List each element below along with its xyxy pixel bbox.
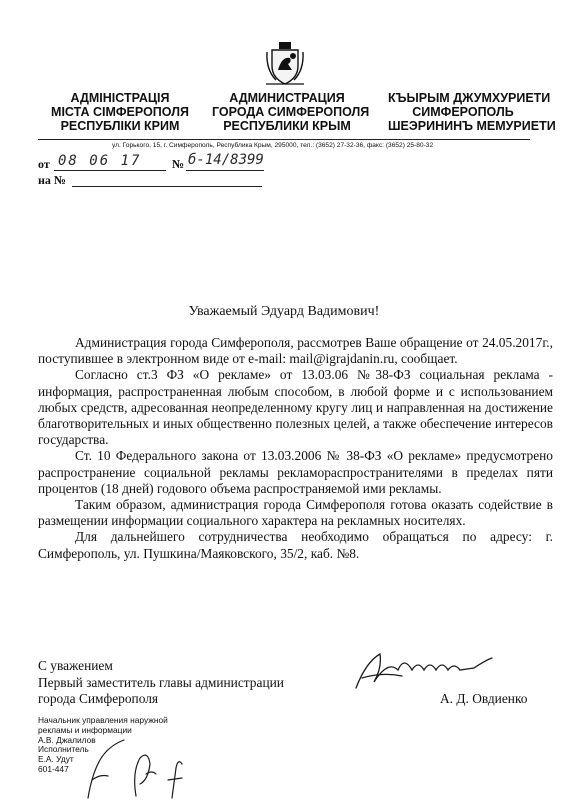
header-right-block <box>388 91 556 133</box>
regards-text: С уважением <box>38 658 113 673</box>
paragraph-3: Ст. 10 Федерального закона от 13.03.2006 № 38-ФЗ «О рекламе» предусмотрено распространение социальной рекламы рекламораспространителями в пределах пяти процентов (18 дней) годового объема распространяемой ими рекламы. <box>38 448 553 496</box>
header-left-line: РЕСПУБЛІКИ КРИМ <box>60 119 180 133</box>
approval-initials-icon <box>78 724 188 800</box>
signer-position: Первый заместитель главы администрации <box>38 674 284 690</box>
letter-number: б-14/8399 <box>188 152 264 168</box>
approval-line: Е.А. Удут <box>38 754 74 765</box>
paragraph-5: Для дальнейшего сотрудничества необходимо обращаться по адресу: г. Симферополь, ул. Пушкина/Маяковского, 35/2, каб. №8. <box>38 529 553 561</box>
header-center-block <box>212 91 370 133</box>
signature-block <box>38 658 284 708</box>
from-label: от <box>38 157 50 171</box>
approval-line: рекламы и информации <box>38 724 132 735</box>
header-center-line: АДМИНИСТРАЦИЯ <box>229 91 345 105</box>
header-right-line: ШЕЭРИНИНЪ МЕМУРИЕТИ <box>388 119 556 133</box>
letter-date: 08 06 17 <box>58 153 142 169</box>
header-left-line: АДМІНІСТРАЦІЯ <box>70 91 170 105</box>
approval-line: Исполнитель <box>38 744 89 755</box>
approval-line: 601-447 <box>38 763 69 774</box>
greeting: Уважаемый Эдуард Вадимович! <box>188 304 380 319</box>
header-right-line: СИМФЕРОПОЛЬ <box>412 105 514 119</box>
paragraph-2: Согласно ст.3 ФЗ «О рекламе» от 13.03.06 №38-ФЗ социальная реклама - информация, распространенная любым способом, в любой форме и с использованием любых средств, адресованная неопределенному кругу лиц и направленная на достижение благотворительных и иных общественно полезных целей, а также обеспечение интересов государства. <box>38 367 553 448</box>
signer-name: А. Д. Овдиенко <box>440 691 528 706</box>
number-underline <box>186 170 264 171</box>
letter-body <box>38 335 553 562</box>
header-divider <box>38 139 530 140</box>
header-left-line: МІСТА СІМФЕРОПОЛЯ <box>51 105 189 119</box>
paragraph-4: Таким образом, администрация города Симферополя готова оказать содействие в размещении информации социального характера на рекламных носителях. <box>38 497 553 529</box>
date-underline <box>54 170 166 171</box>
approval-line: Начальник управления наружной <box>38 715 168 725</box>
handwritten-signature-icon <box>352 648 497 692</box>
signer-position-city: города Симферополя <box>38 691 159 706</box>
approval-line: А.В. Джалилов <box>38 734 96 745</box>
header-center-line: ГОРОДА СИМФЕРОПОЛЯ <box>212 105 370 119</box>
coat-of-arms-icon <box>264 40 306 88</box>
reply-label: на № <box>38 173 66 187</box>
header-left-block <box>50 91 190 133</box>
paragraph-1: Администрация города Симферополя, рассмотрев Ваше обращение от 24.05.2017г., поступившее в электронном виде от e-mail: mail@igrajdanin.ru, сообщает. <box>38 335 553 367</box>
header-right-line: КЪЫРЫМ ДЖУМХУРИЕТИ <box>388 91 551 105</box>
header-center-line: РЕСПУБЛИКИ КРЫМ <box>223 119 351 133</box>
reply-underline <box>72 186 262 187</box>
header-address: ул. Горького, 15, г. Симферополь, Республика Крым, 295000, тел.: (3652) 27-32-36, факс: (3652) 25-80-32 <box>112 142 434 149</box>
number-label: № <box>172 157 185 171</box>
